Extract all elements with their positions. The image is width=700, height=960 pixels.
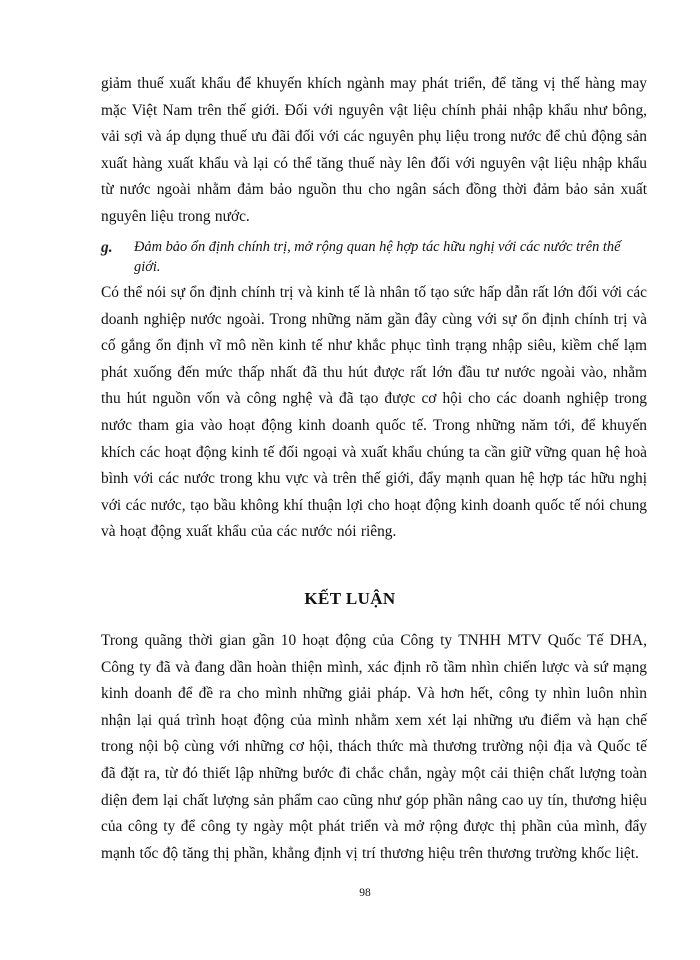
paragraph-tax-policy: giảm thuế xuất khẩu để khuyến khích ngành may phát triển, để tăng vị thế hàng may mặc Việt Nam trên thế giới. Đối với nguyên vật liệu chính phải nhập khẩu như bông, vải sợi và áp dụng thuế ưu đãi đối với các nguyên phụ liệu trong nước để chủ động sản xuất hàng xuất khẩu và lại có thể tăng thuế này lên đối với nguyên vật liệu nhập khẩu từ nước ngoài nhằm đảm bảo nguồn thu cho ngân sách đồng thời đảm bảo sản xuất nguyên liệu trong nước.: [101, 75, 647, 225]
subsection-marker: g.: [101, 239, 113, 256]
subsection-title: Đảm bảo ổn định chính trị, mở rộng quan hệ hợp tác hữu nghị với các nước trên thế giới.: [134, 239, 621, 275]
paragraph-conclusion: Trong quãng thời gian gần 10 hoạt động của Công ty TNHH MTV Quốc Tế DHA, Công ty đã và đang dần hoàn thiện mình, xác định rõ tầm nhìn chiến lược và sứ mạng kinh doanh để đề ra cho mình những giải pháp. Và hơn hết, công ty nhìn luôn nhìn nhận lại quá trình hoạt động của mình nhằm xem xét lại những ưu điểm và hạn chế trong nội bộ cùng với những cơ hội, thách thức mà thương trường nội địa và Quốc tế đã đặt ra, từ đó thiết lập những bước đi chắc chắn, ngày một cải thiện chất lượng toàn diện đem lại chất lượng sản phẩm cao cũng như góp phần nâng cao uy tín, thương hiệu của công ty để công ty ngày một phát triển và mở rộng được thị phần của mình, đẩy mạnh tốc độ tăng thị phần, khẳng định vị trí thương hiệu trên thương trường khốc liệt.: [101, 632, 647, 862]
paragraph-political-stability: Có thể nói sự ổn định chính trị và kinh tế là nhân tố tạo sức hấp dẫn rất lớn đối với các doanh nghiệp nước ngoài. Trong những năm gần đây cùng với sự ổn định chính trị và cố gắng ổn định vĩ mô nền kinh tế như khắc phục tình trạng nhập siêu, kiềm chế lạm phát xuống đến mức thấp nhất đã thu hút được rất lớn đầu tư nước ngoài vào, nhằm thu hút nguồn vốn và công nghệ và đã tạo được cơ hội cho các doanh nghiệp trong nước tham gia vào hoạt động kinh doanh quốc tế. Trong những năm tới, để khuyến khích các hoạt động kinh tế đối ngoại và xuất khẩu chúng ta cần giữ vững quan hệ hoà bình với các nước trong khu vực và trên thế giới, đẩy mạnh quan hệ hợp tác hữu nghị với các nước, tạo bầu không khí thuận lợi cho hoạt động kinh doanh quốc tế nói chung và hoạt động xuất khẩu của các nước nói riêng.: [101, 284, 647, 541]
conclusion-heading: KẾT LUẬN: [304, 589, 396, 608]
page-number: 98: [359, 887, 371, 899]
